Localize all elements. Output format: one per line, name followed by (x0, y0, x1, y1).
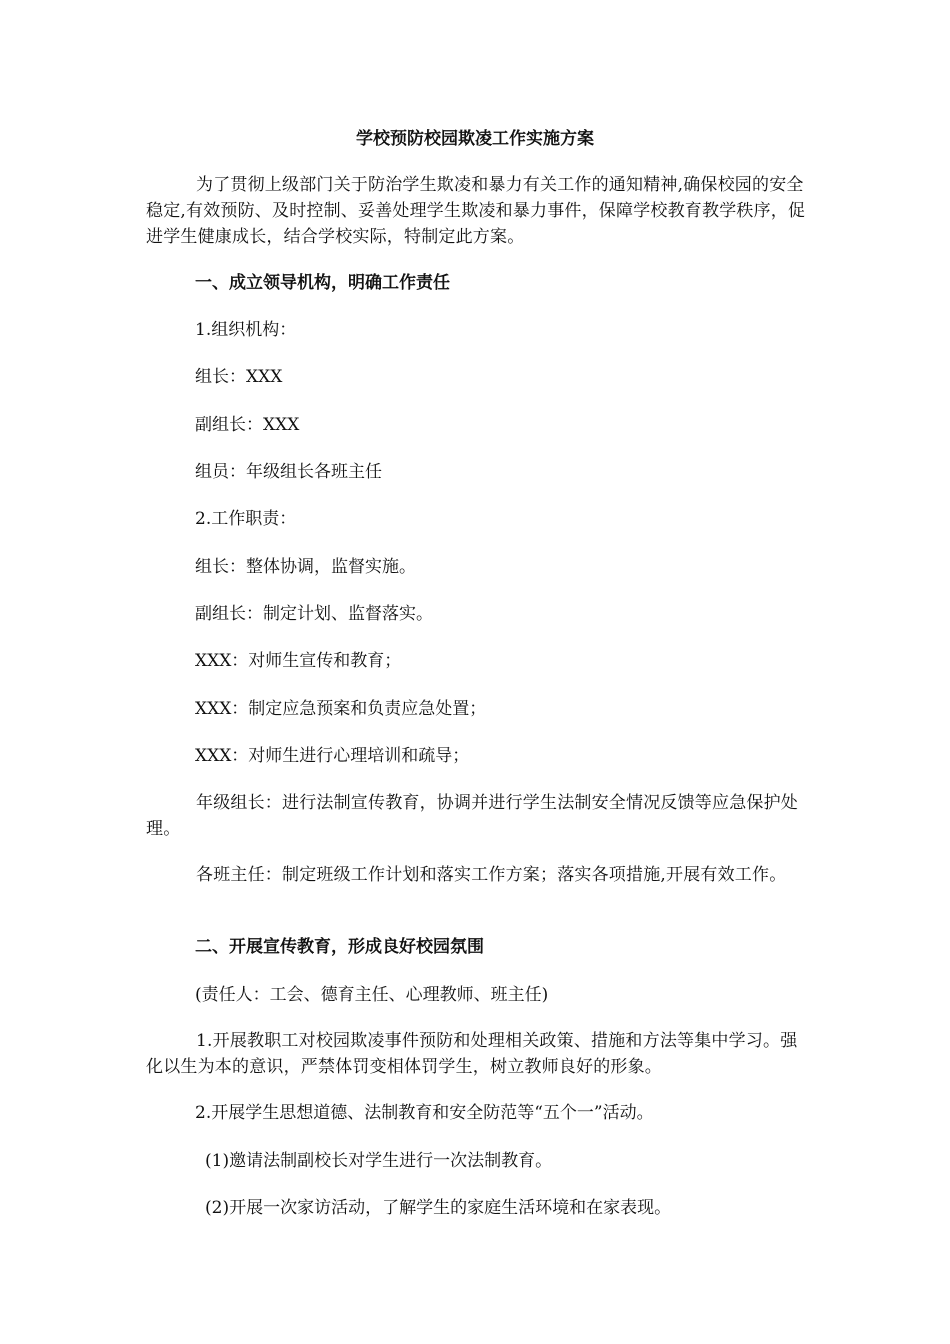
duty-xxx-2: XXX：制定应急预案和负责应急处置； (195, 699, 487, 719)
org-title: 1.组织机构： (195, 320, 297, 340)
duty-leader: 组长：整体协调，监督实施。 (195, 557, 416, 577)
duty-grade-paragraph: 年级组长：进行法制宣传教育，协调并进行学生法制安全情况反馈等应急保护处理。 (146, 793, 798, 839)
document-title: 学校预防校园欺凌工作实施方案 (356, 129, 594, 149)
leader-line: 组长：XXX (195, 367, 283, 387)
item1-paragraph: 1.开展教职工对校园欺凌事件预防和处理相关政策、措施和方法等集中学习。强化以生为本的意识，严禁体罚变相体罚学生，树立教师良好的形象。 (146, 1031, 798, 1077)
section2-heading: 二、开展宣传教育，形成良好校园氛围 (195, 937, 484, 957)
sub-item-2: (2)开展一次家访活动，了解学生的家庭生活环境和在家表现。 (205, 1198, 672, 1218)
responsible-line: (责任人：工会、德育主任、心理教师、班主任) (195, 985, 549, 1005)
duty-deputy: 副组长：制定计划、监督落实。 (195, 604, 433, 624)
section1-heading: 一、成立领导机构，明确工作责任 (195, 273, 450, 293)
intro-paragraph: 为了贯彻上级部门关于防治学生欺凌和暴力有关工作的通知精神,确保校园的安全稳定,有效预防、及时控制、妥善处理学生欺凌和暴力事件，保障学校教育教学秩序，促进学生健康成长，结合学校实际，特制定此方案。 (146, 175, 806, 247)
duty-xxx-3: XXX：对师生进行心理培训和疏导； (195, 746, 470, 766)
duty-xxx-1: XXX：对师生宣传和教育； (195, 651, 402, 671)
sub-item-1: (1)邀请法制副校长对学生进行一次法制教育。 (205, 1151, 553, 1171)
deputy-line: 副组长：XXX (195, 415, 300, 435)
duty-title: 2.工作职责： (195, 509, 297, 529)
duty-class-paragraph: 各班主任：制定班级工作计划和落实工作方案；落实各项措施,开展有效工作。 (196, 865, 787, 885)
members-line: 组员：年级组长各班主任 (195, 462, 382, 482)
item2-line: 2.开展学生思想道德、法制教育和安全防范等“五个一”活动。 (195, 1103, 654, 1123)
